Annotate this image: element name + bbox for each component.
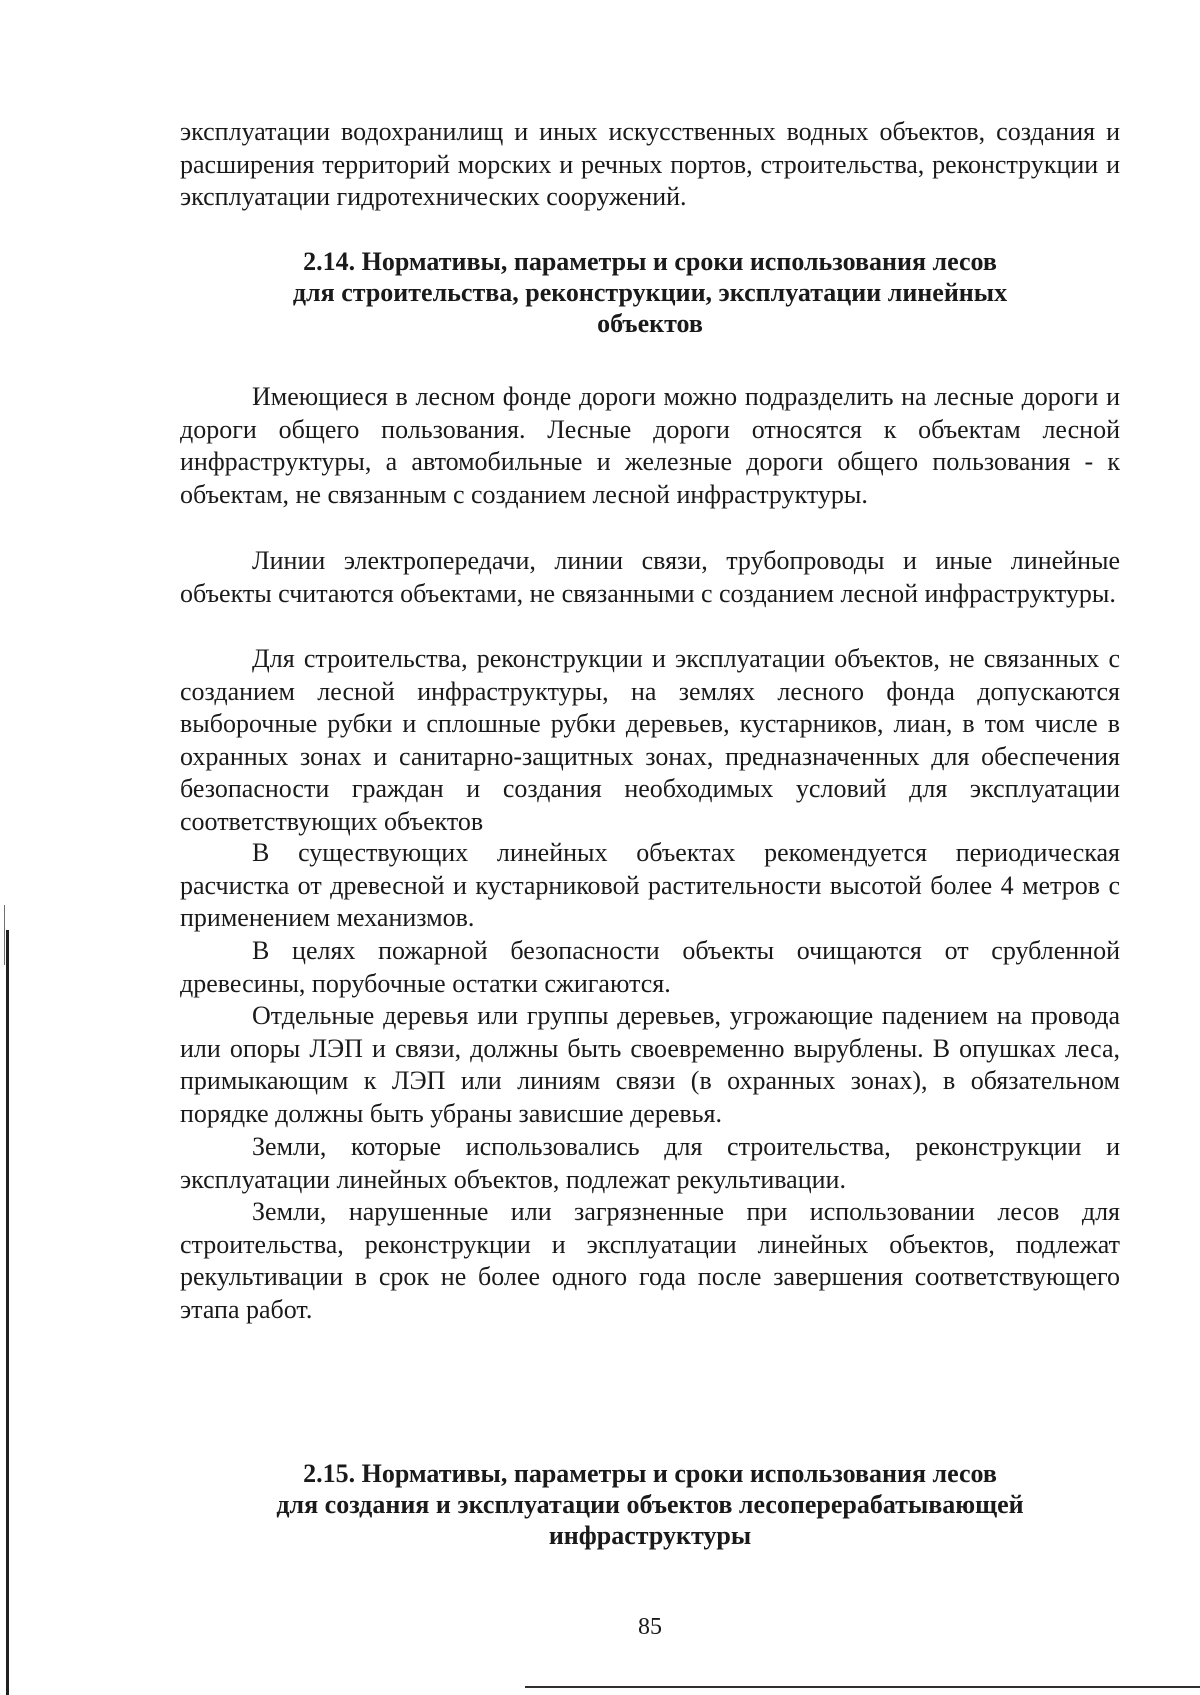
scan-artifact-bottom — [525, 1686, 1200, 1688]
scan-artifact-left-thin — [4, 905, 5, 965]
paragraph-reclamation-deadline: Земли, нарушенные или загрязненные при использовании лесов для строительства, реконструкции и эксплуатации линейных объектов, подлежат рекультивации в срок не более одного года после завершения соответствующего этапа работ. — [180, 1197, 1120, 1324]
section-title-line: 2.15. Нормативы, параметры и сроки использования лесов — [303, 1459, 997, 1488]
paragraph-roads: Имеющиеся в лесном фонде дороги можно подразделить на лесные дороги и дороги общего пользования. Лесные дороги относятся к объектам лесной инфраструктуры, а автомобильные и железные дороги общего пользования - к объектам, не связанным с созданием лесной инфраструктуры. — [180, 382, 1120, 509]
paragraph-reclamation: Земли, которые использовались для строительства, реконструкции и эксплуатации линейных объектов, подлежат рекультивации. — [180, 1132, 1120, 1194]
section-2-15-title — [180, 1458, 1120, 1551]
paragraph-logging-permitted: Для строительства, реконструкции и эксплуатации объектов, не связанных с созданием лесной инфраструктуры, на землях лесного фонда допускаются выборочные рубки и сплошные рубки деревьев, кустарников, лиан, в том числе в охранных зонах и санитарно-защитных зонах, предназначенных для обеспечения безопасности граждан и создания необходимых условий для эксплуатации соответствующих объектов — [180, 644, 1120, 836]
intro-paragraph: эксплуатации водохранилищ и иных искусственных водных объектов, создания и расширения территорий морских и речных портов, строительства, реконструкции и эксплуатации гидротехнических сооружений. — [180, 117, 1120, 211]
page-number: 85 — [638, 1614, 662, 1640]
paragraph-power-lines: Линии электропередачи, линии связи, трубопроводы и иные линейные объекты считаются объектами, не связанными с созданием лесной инфраструктуры. — [180, 546, 1120, 608]
paragraph-clearing: В существующих линейных объектах рекомендуется периодическая расчистка от древесной и кустарниковой растительности высотой более 4 метров с применением механизмов. — [180, 838, 1120, 932]
paragraph-fire-safety: В целях пожарной безопасности объекты очищаются от срубленной древесины, порубочные остатки сжигаются. — [180, 936, 1120, 998]
section-title-line: для создания и эксплуатации объектов лесоперерабатывающей — [276, 1490, 1024, 1519]
section-2-14-title — [180, 246, 1120, 339]
section-title-line: для строительства, реконструкции, эксплуатации линейных — [292, 278, 1008, 307]
section-title-line: объектов — [597, 309, 703, 338]
scan-artifact-left — [6, 930, 9, 1695]
paragraph-hazard-trees: Отдельные деревья или группы деревьев, угрожающие падением на провода или опоры ЛЭП и связи, должны быть своевременно вырублены. В опушках леса, примыкающим к ЛЭП или линиям связи (в охранных зонах), в обязательном порядке должны быть убраны зависшие деревья. — [180, 1001, 1120, 1128]
section-title-line: инфраструктуры — [548, 1521, 752, 1550]
section-title-line: 2.14. Нормативы, параметры и сроки использования лесов — [303, 247, 997, 276]
